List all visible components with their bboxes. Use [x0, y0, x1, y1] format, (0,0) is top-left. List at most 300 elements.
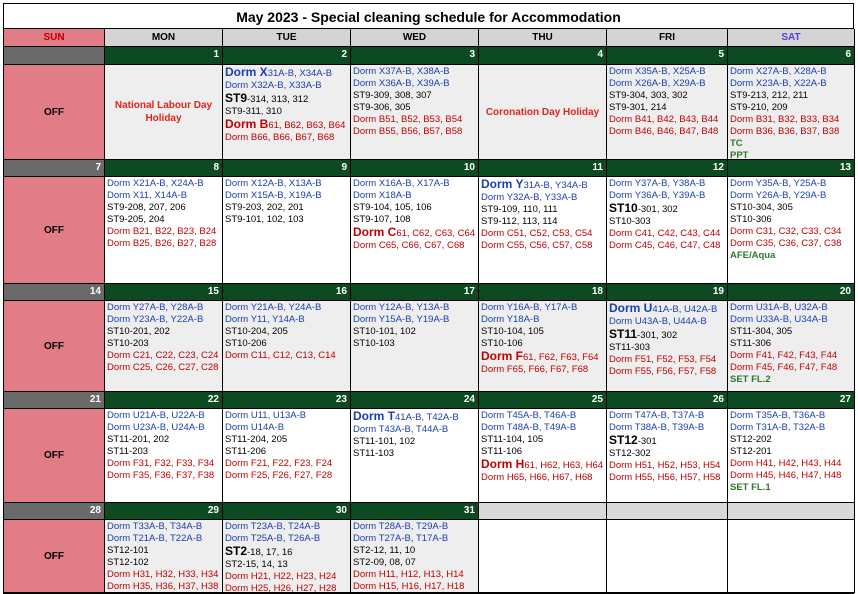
date-number: 13 — [728, 160, 855, 177]
schedule-text: ST10-203 — [107, 338, 149, 349]
schedule-text: Dorm U11, U13A-B — [225, 410, 307, 421]
empty-day-cell — [728, 520, 855, 593]
schedule-line — [107, 569, 220, 581]
holiday-cell — [105, 65, 223, 160]
schedule-line — [225, 350, 348, 362]
date-number: 18 — [479, 284, 607, 301]
date-number — [4, 47, 105, 65]
schedule-text: ST10-106 — [481, 338, 523, 349]
schedule-text: ST11 — [609, 327, 638, 341]
sunday-off-cell — [4, 177, 105, 284]
day-cell — [728, 409, 855, 503]
schedule-line — [353, 78, 476, 90]
schedule-line — [225, 410, 348, 422]
schedule-text: Dorm X26A-B, X29A-B — [609, 78, 706, 89]
schedule-text: ST10-206 — [225, 338, 267, 349]
calendar-sheet — [3, 3, 854, 594]
schedule-line — [609, 354, 725, 366]
schedule-text: ST11-303 — [609, 342, 651, 353]
schedule-text: Dorm T — [353, 409, 395, 423]
schedule-line — [107, 422, 220, 434]
schedule-text: ST11-206 — [225, 446, 267, 457]
date-number: 10 — [351, 160, 479, 177]
schedule-text: ST11-201, 202 — [107, 434, 170, 445]
schedule-line — [730, 90, 852, 102]
schedule-text: Dorm T43A-B, T44A-B — [353, 424, 449, 435]
schedule-text: Dorm T23A-B, T24A-B — [225, 521, 321, 532]
schedule-text: Dorm U43A-B, U44A-B — [609, 316, 707, 327]
day-cell — [351, 301, 479, 392]
schedule-line — [730, 250, 852, 262]
schedule-line — [225, 92, 348, 106]
schedule-line — [353, 545, 476, 557]
schedule-line — [225, 571, 348, 583]
sunday-off-cell — [4, 520, 105, 593]
date-number: 15 — [105, 284, 223, 301]
schedule-line — [730, 114, 852, 126]
schedule-line — [353, 114, 476, 126]
schedule-line — [107, 470, 220, 482]
schedule-line — [730, 458, 852, 470]
schedule-line — [730, 362, 852, 374]
schedule-text: Dorm Y32A-B, Y33A-B — [481, 192, 578, 203]
day-cell — [351, 520, 479, 593]
schedule-text: 41A-B, T42A-B — [395, 412, 459, 423]
day-cell — [351, 65, 479, 160]
off-label: OFF — [44, 106, 64, 118]
schedule-text: Dorm C21, C22, C23, C24 — [107, 350, 219, 361]
schedule-line — [353, 569, 476, 581]
schedule-text: Dorm X27A-B, X28A-B — [730, 66, 827, 77]
schedule-line — [353, 102, 476, 114]
schedule-text: Dorm C45, C46, C47, C48 — [609, 240, 721, 251]
schedule-text: Dorm B41, B42, B43, B44 — [609, 114, 719, 125]
schedule-text: Dorm U31A-B, U32A-B — [730, 302, 828, 313]
schedule-line — [225, 434, 348, 446]
schedule-line — [609, 90, 725, 102]
schedule-text: ST10-101, 102 — [353, 326, 416, 337]
schedule-text: ST12-302 — [609, 448, 651, 459]
schedule-text: Dorm F65, F66, F67, F68 — [481, 364, 589, 375]
schedule-line — [353, 202, 476, 214]
schedule-line — [481, 204, 604, 216]
schedule-line — [107, 226, 220, 238]
schedule-line — [107, 238, 220, 250]
day-cell — [351, 177, 479, 284]
schedule-line — [730, 302, 852, 314]
schedule-text: Dorm F31, F32, F33, F34 — [107, 458, 215, 469]
schedule-text: Dorm X21A-B, X24A-B — [107, 178, 204, 189]
schedule-line — [730, 102, 852, 114]
day-header-sun: SUN — [4, 29, 105, 47]
day-cell — [105, 409, 223, 503]
schedule-text: ST12-201 — [730, 446, 772, 457]
schedule-text: Dorm F — [481, 349, 523, 363]
schedule-line — [609, 216, 725, 228]
schedule-line — [481, 178, 604, 192]
schedule-line — [730, 214, 852, 226]
schedule-line — [481, 228, 604, 240]
schedule-text: ST9-306, 305 — [353, 102, 411, 113]
schedule-text: ST9-101, 102, 103 — [225, 214, 304, 225]
schedule-line — [107, 202, 220, 214]
schedule-text: Dorm B36, B36, B37, B38 — [730, 126, 840, 137]
schedule-line — [107, 350, 220, 362]
schedule-text: ST2-09, 08, 07 — [353, 557, 416, 568]
schedule-text: ST2-15, 14, 13 — [225, 559, 288, 570]
schedule-line — [730, 138, 852, 150]
date-number: 14 — [4, 284, 105, 301]
schedule-line — [225, 545, 348, 559]
schedule-line — [730, 226, 852, 238]
schedule-line — [225, 446, 348, 458]
schedule-text: Dorm T25A-B, T26A-B — [225, 533, 321, 544]
day-cell — [223, 177, 351, 284]
holiday-cell — [479, 65, 607, 160]
schedule-text: ST9-208, 207, 206 — [107, 202, 186, 213]
schedule-text: ST11-103 — [353, 448, 395, 459]
schedule-line — [481, 434, 604, 446]
day-cell — [351, 409, 479, 503]
schedule-line — [353, 521, 476, 533]
schedule-line — [353, 178, 476, 190]
schedule-text: Dorm X16A-B, X17A-B — [353, 178, 450, 189]
schedule-line — [353, 557, 476, 569]
schedule-text: AFE/Aqua — [730, 250, 776, 261]
schedule-text: Dorm Y23A-B, Y22A-B — [107, 314, 204, 325]
schedule-text: Dorm H41, H42, H43, H44 — [730, 458, 842, 469]
date-number: 12 — [607, 160, 728, 177]
calendar-grid — [3, 29, 854, 594]
date-number: 1 — [105, 47, 223, 65]
schedule-text: ST9-112, 113, 114 — [481, 216, 558, 227]
schedule-text: Dorm X — [225, 65, 268, 79]
schedule-text: Dorm F55, F56, F57, F58 — [609, 366, 717, 377]
schedule-text: Dorm H65, H66, H67, H68 — [481, 472, 593, 483]
schedule-text: Dorm U14A-B — [225, 422, 285, 433]
schedule-line — [730, 446, 852, 458]
day-header-wed: WED — [351, 29, 479, 47]
schedule-line — [481, 350, 604, 364]
schedule-text: Dorm X11, X14A-B — [107, 190, 188, 201]
day-cell — [728, 177, 855, 284]
schedule-text: ST9-109, 110, 111 — [481, 204, 558, 215]
schedule-line — [730, 66, 852, 78]
schedule-line — [107, 178, 220, 190]
schedule-text: -301, 302 — [637, 204, 678, 215]
schedule-line — [353, 338, 476, 350]
empty-day-cell — [479, 520, 607, 593]
empty-day-cell — [607, 520, 728, 593]
schedule-text: Dorm H55, H56, H57, H58 — [609, 472, 721, 483]
date-number: 28 — [4, 503, 105, 520]
schedule-line — [353, 581, 476, 593]
schedule-text: Dorm C35, C36, C37, C38 — [730, 238, 842, 249]
schedule-text: Dorm Y16A-B, Y17A-B — [481, 302, 578, 313]
schedule-text: 61, C62, C63, C64 — [396, 228, 476, 239]
schedule-text: Dorm Y12A-B, Y13A-B — [353, 302, 450, 313]
schedule-line — [609, 114, 725, 126]
day-header-thu: THU — [479, 29, 607, 47]
schedule-text: Dorm X35A-B, X25A-B — [609, 66, 706, 77]
schedule-line — [609, 460, 725, 472]
schedule-line — [225, 314, 348, 326]
schedule-line — [609, 126, 725, 138]
schedule-line — [609, 240, 725, 252]
schedule-line — [107, 190, 220, 202]
schedule-text: Dorm B21, B22, B23, B24 — [107, 226, 217, 237]
schedule-text: Dorm F21, F22, F23, F24 — [225, 458, 333, 469]
schedule-text: Dorm X32A-B, X33A-B — [225, 80, 322, 91]
date-number: 23 — [223, 392, 351, 409]
schedule-text: Dorm U21A-B, U22A-B — [107, 410, 205, 421]
schedule-text: 31A-B, X34A-B — [267, 68, 333, 79]
schedule-text: SET FL.2 — [730, 374, 771, 385]
schedule-text: ST9-210, 209 — [730, 102, 788, 113]
day-cell — [223, 65, 351, 160]
off-label: OFF — [44, 340, 64, 352]
schedule-line — [730, 326, 852, 338]
schedule-text: Dorm B — [225, 117, 269, 131]
date-number: 11 — [479, 160, 607, 177]
schedule-text: ST10-104, 105 — [481, 326, 544, 337]
schedule-text: Dorm C — [353, 225, 397, 239]
schedule-text: Dorm T38A-B, T39A-B — [609, 422, 705, 433]
date-number: 29 — [105, 503, 223, 520]
schedule-text: Dorm H21, H22, H23, H24 — [225, 571, 337, 582]
date-number: 24 — [351, 392, 479, 409]
schedule-line — [730, 482, 852, 494]
schedule-line — [107, 545, 220, 557]
schedule-line — [730, 422, 852, 434]
schedule-line — [225, 338, 348, 350]
schedule-text: ST11-104, 105 — [481, 434, 544, 445]
schedule-text: Dorm C25, C26, C27, C28 — [107, 362, 219, 373]
schedule-text: ST11-203 — [107, 446, 149, 457]
off-label: OFF — [44, 550, 64, 562]
schedule-text: ST11-306 — [730, 338, 772, 349]
schedule-text: Dorm X18A-B — [353, 190, 412, 201]
schedule-text: Dorm T33A-B, T34A-B — [107, 521, 203, 532]
schedule-text: Dorm T28A-B, T29A-B — [353, 521, 449, 532]
schedule-text: ST12-102 — [107, 557, 149, 568]
schedule-line — [107, 410, 220, 422]
schedule-line — [225, 202, 348, 214]
schedule-line — [609, 342, 725, 354]
day-cell — [223, 301, 351, 392]
date-number: 2 — [223, 47, 351, 65]
day-cell — [223, 520, 351, 593]
schedule-text: Dorm C31, C32, C33, C34 — [730, 226, 842, 237]
schedule-line — [481, 410, 604, 422]
day-header-sat: SAT — [728, 29, 855, 47]
schedule-line — [107, 521, 220, 533]
schedule-text: ST10-304, 305 — [730, 202, 793, 213]
schedule-text: Dorm B55, B56, B57, B58 — [353, 126, 463, 137]
schedule-text: Dorm H45, H46, H47, H48 — [730, 470, 842, 481]
schedule-line — [107, 362, 220, 374]
schedule-line — [609, 410, 725, 422]
schedule-line — [107, 338, 220, 350]
schedule-text: Dorm F25, F26, F27, F28 — [225, 470, 333, 481]
schedule-line — [481, 216, 604, 228]
schedule-text: Dorm H31, H32, H33, H34 — [107, 569, 219, 580]
schedule-text: ST11-106 — [481, 446, 523, 457]
schedule-text: Dorm T35A-B, T36A-B — [730, 410, 826, 421]
schedule-text: Dorm H — [481, 457, 525, 471]
schedule-line — [481, 192, 604, 204]
schedule-text: -301 — [637, 436, 657, 447]
schedule-line — [353, 326, 476, 338]
schedule-line — [353, 190, 476, 202]
schedule-line — [353, 436, 476, 448]
schedule-line — [730, 410, 852, 422]
schedule-line — [609, 178, 725, 190]
schedule-text: Dorm H11, H12, H13, H14 — [353, 569, 464, 580]
schedule-text: ST9-213, 212, 211 — [730, 90, 808, 101]
schedule-line — [225, 326, 348, 338]
schedule-text: Dorm Y36A-B, Y39A-B — [609, 190, 706, 201]
schedule-line — [353, 90, 476, 102]
schedule-text: 41A-B, U42A-B — [652, 304, 718, 315]
schedule-line — [730, 350, 852, 362]
schedule-line — [481, 240, 604, 252]
schedule-line — [107, 458, 220, 470]
schedule-text: Dorm F51, F52, F53, F54 — [609, 354, 717, 365]
sunday-off-cell — [4, 65, 105, 160]
schedule-text: Dorm C41, C42, C43, C44 — [609, 228, 721, 239]
schedule-text: Dorm B25, B26, B27, B28 — [107, 238, 217, 249]
day-cell — [607, 301, 728, 392]
schedule-text: ST10-204, 205 — [225, 326, 288, 337]
schedule-line — [481, 314, 604, 326]
schedule-text: ST11-204, 205 — [225, 434, 288, 445]
schedule-line — [353, 410, 476, 424]
sunday-off-cell — [4, 301, 105, 392]
schedule-text: Dorm H51, H52, H53, H54 — [609, 460, 721, 471]
schedule-line — [107, 214, 220, 226]
schedule-text: ST9-301, 214 — [609, 102, 667, 113]
schedule-line — [225, 458, 348, 470]
schedule-text: SET FL.1 — [730, 482, 771, 493]
schedule-line — [730, 434, 852, 446]
sunday-off-cell — [4, 409, 105, 503]
date-number: 25 — [479, 392, 607, 409]
schedule-text: Dorm B51, B52, B53, B54 — [353, 114, 463, 125]
schedule-text: Dorm Y35A-B, Y25A-B — [730, 178, 827, 189]
day-cell — [728, 301, 855, 392]
day-header-mon: MON — [105, 29, 223, 47]
schedule-text: Dorm X12A-B, X13A-B — [225, 178, 322, 189]
schedule-text: -18, 17, 16 — [247, 547, 293, 558]
date-number: 8 — [105, 160, 223, 177]
date-number: 22 — [105, 392, 223, 409]
schedule-text: -314, 313, 312 — [247, 94, 309, 105]
schedule-line — [107, 302, 220, 314]
schedule-line — [730, 338, 852, 350]
schedule-text: Dorm B46, B46, B47, B48 — [609, 126, 719, 137]
schedule-line — [730, 470, 852, 482]
schedule-text: Dorm X23A-B, X22A-B — [730, 78, 827, 89]
day-cell — [607, 409, 728, 503]
schedule-line — [225, 470, 348, 482]
schedule-text: ST12-202 — [730, 434, 772, 445]
schedule-line — [225, 521, 348, 533]
off-label: OFF — [44, 450, 64, 461]
schedule-text: Dorm T45A-B, T46A-B — [481, 410, 577, 421]
date-number — [607, 503, 728, 520]
schedule-text: Dorm Y37A-B, Y38A-B — [609, 178, 706, 189]
schedule-line — [481, 302, 604, 314]
day-cell — [728, 65, 855, 160]
date-number: 31 — [351, 503, 479, 520]
schedule-text: ST12-101 — [107, 545, 149, 556]
schedule-line — [225, 583, 348, 593]
schedule-line — [730, 190, 852, 202]
date-number: 20 — [728, 284, 855, 301]
schedule-line — [730, 374, 852, 386]
schedule-text: Dorm Y15A-B, Y19A-B — [353, 314, 450, 325]
day-cell — [479, 409, 607, 503]
date-number: 19 — [607, 284, 728, 301]
schedule-text: ST10-306 — [730, 214, 772, 225]
date-number: 16 — [223, 284, 351, 301]
schedule-text: Dorm B66, B66, B67, B68 — [225, 132, 335, 143]
schedule-text: Dorm Y26A-B, Y29A-B — [730, 190, 827, 201]
schedule-line — [225, 66, 348, 80]
date-number: 27 — [728, 392, 855, 409]
schedule-text: ST9-104, 105, 106 — [353, 202, 432, 213]
schedule-line — [353, 533, 476, 545]
schedule-text: ST10-103 — [353, 338, 395, 349]
day-cell — [223, 409, 351, 503]
off-label: OFF — [44, 224, 64, 236]
day-cell — [479, 177, 607, 284]
schedule-line — [730, 150, 852, 160]
schedule-line — [609, 448, 725, 460]
schedule-text: TC — [730, 138, 743, 149]
schedule-line — [609, 102, 725, 114]
schedule-text: Dorm Y11, Y14A-B — [225, 314, 305, 325]
schedule-line — [107, 581, 220, 593]
day-header-fri: FRI — [607, 29, 728, 47]
schedule-text: Dorm F35, F36, F37, F38 — [107, 470, 215, 481]
schedule-text: Dorm T31A-B, T32A-B — [730, 422, 826, 433]
schedule-line — [609, 66, 725, 78]
schedule-text: 61, H62, H63, H64 — [524, 460, 604, 471]
schedule-line — [107, 434, 220, 446]
schedule-line — [481, 458, 604, 472]
schedule-line — [225, 132, 348, 144]
schedule-text: Dorm F45, F46, F47, F48 — [730, 362, 838, 373]
date-number: 26 — [607, 392, 728, 409]
schedule-text: Dorm F41, F42, F43, F44 — [730, 350, 838, 361]
schedule-text: Dorm H15, H16, H17, H18 — [353, 581, 465, 592]
schedule-text: ST10-303 — [609, 216, 651, 227]
day-cell — [607, 177, 728, 284]
date-number: 3 — [351, 47, 479, 65]
schedule-line — [609, 472, 725, 484]
schedule-text: -301, 302 — [637, 330, 678, 341]
schedule-text: Dorm C55, C56, C57, C58 — [481, 240, 593, 251]
schedule-line — [353, 314, 476, 326]
schedule-line — [353, 424, 476, 436]
schedule-line — [481, 472, 604, 484]
schedule-line — [609, 78, 725, 90]
date-number: 6 — [728, 47, 855, 65]
date-number: 9 — [223, 160, 351, 177]
schedule-line — [353, 240, 476, 252]
